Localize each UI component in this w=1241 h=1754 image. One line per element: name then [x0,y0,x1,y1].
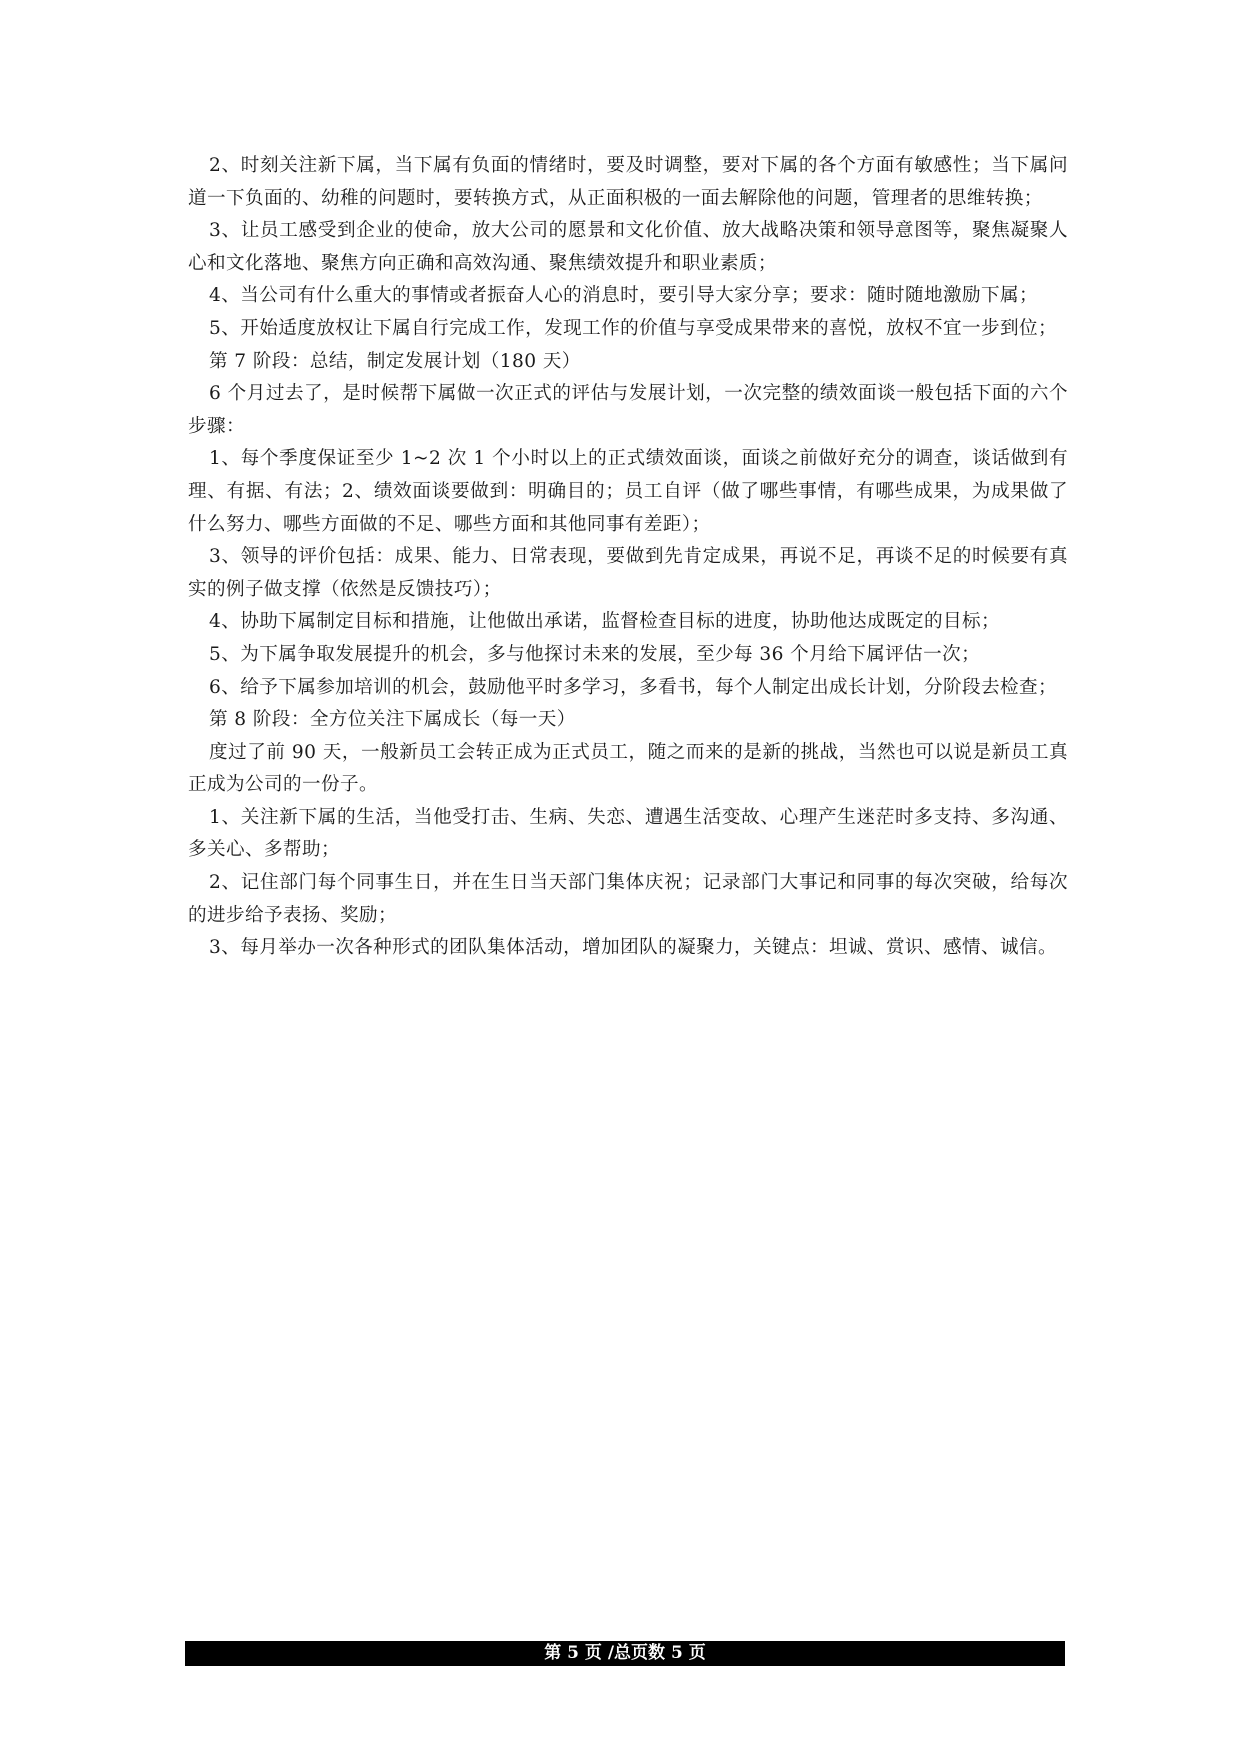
paragraph: 4、当公司有什么重大的事情或者振奋人心的消息时，要引导大家分享；要求：随时随地激励下属； [209,285,1038,307]
section-heading: 第 7 阶段：总结，制定发展计划（180 天） [209,350,581,372]
paragraph: 1、关注新下属的生活，当他受打击、生病、失恋、遭遇生活变故、心理产生迷茫时多支持、多沟通、多关心、多帮助； [188,806,1068,861]
paragraph: 5、为下属争取发展提升的机会，多与他探讨未来的发展，至少每 36 个月给下属评估一次； [209,643,981,665]
paragraph: 4、协助下属制定目标和措施，让他做出承诺，监督检查目标的进度，协助他达成既定的目标； [209,611,1000,633]
paragraph: 2、时刻关注新下属，当下属有负面的情绪时，要及时调整，要对下属的各个方面有敏感性；当下属问道一下负面的、幼稚的问题时，要转换方式，从正面积极的一面去解除他的问题，管理者的思维转换； [188,155,1068,209]
paragraph: 度过了前 90 天，一般新员工会转正成为正式员工，随之而来的是新的挑战，当然也可以说是新员工真正成为公司的一份子。 [188,741,1068,796]
paragraph: 5、开始适度放权让下属自行完成工作，发现工作的价值与享受成果带来的喜悦，放权不宜一步到位； [209,317,1057,339]
page-number: 第 5 页 /总页数 5 页 [544,1643,706,1663]
paragraph: 6 个月过去了，是时候帮下属做一次正式的评估与发展计划，一次完整的绩效面谈一般包括下面的六个步骤： [188,383,1068,437]
paragraph: 3、让员工感受到企业的使命，放大公司的愿景和文化价值、放大战略决策和领导意图等，聚焦凝聚人心和文化落地、聚焦方向正确和高效沟通、聚焦绩效提升和职业素质； [188,220,1068,274]
section-heading: 第 8 阶段：全方位关注下属成长（每一天） [209,709,576,731]
paragraph: 6、给予下属参加培训的机会，鼓励他平时多学习，多看书，每个人制定出成长计划，分阶段去检查； [209,676,1057,698]
paragraph: 2、记住部门每个同事生日，并在生日当天部门集体庆祝；记录部门大事记和同事的每次突破，给每次的进步给予表扬、奖励； [188,872,1068,926]
paragraph: 3、每月举办一次各种形式的团队集体活动，增加团队的凝聚力，关键点：坦诚、赏识、感情、诚信。 [209,937,1057,959]
page-footer [185,1641,1065,1666]
document-body [188,150,1068,965]
paragraph: 3、领导的评价包括：成果、能力、日常表现，要做到先肯定成果，再说不足，再谈不足的时候要有真实的例子做支撑（依然是反馈技巧）； [188,546,1068,600]
paragraph: 1、每个季度保证至少 1~2 次 1 个小时以上的正式绩效面谈，面谈之前做好充分的调查，谈话做到有理、有据、有法；2、绩效面谈要做到：明确目的；员工自评（做了哪些事情，有哪些成果，为成果做了什么努力、哪些方面做的不足、哪些方面和其他同事有差距）； [188,448,1068,535]
